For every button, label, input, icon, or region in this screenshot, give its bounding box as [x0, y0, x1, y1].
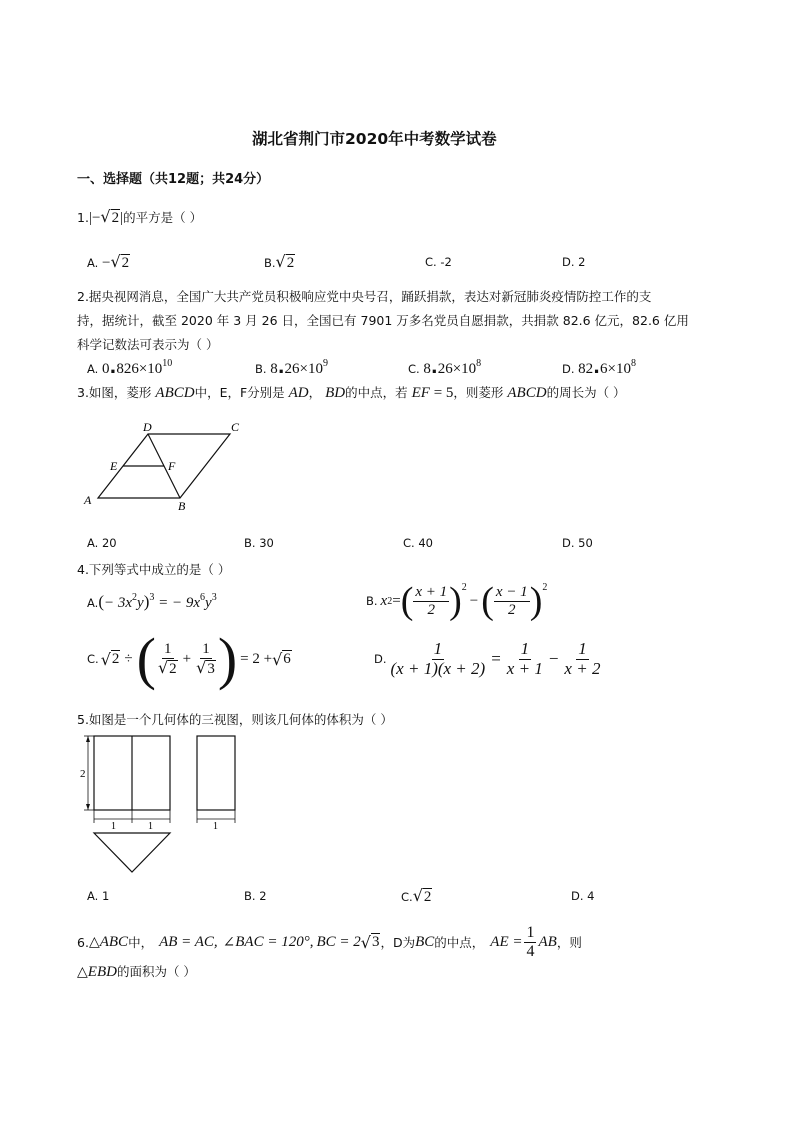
vertex-c-label: C	[231, 420, 240, 434]
option-label: C.	[401, 890, 413, 904]
q3-ad: AD	[288, 385, 309, 401]
side-view	[197, 736, 235, 810]
q4-d-minus: −	[548, 649, 559, 669]
decimal-point: .	[430, 357, 438, 378]
sqrt-icon: √	[275, 252, 286, 271]
option-label: B.	[264, 256, 276, 270]
q2-line-2: 持，据统计，截至 2020 年 3 月 26 日，全国已有 7901 万多名党员自愿捐款，共捐款 82.6 亿元，82.6 亿用	[77, 313, 689, 328]
q1-option-a[interactable]	[87, 252, 130, 272]
top-view	[94, 833, 170, 872]
triangle-icon: △	[77, 964, 88, 980]
q2-c-exp: 8	[476, 358, 482, 369]
q2-option-a[interactable]	[87, 358, 172, 378]
q6-d-text: ，D为	[380, 935, 416, 951]
q4-c-radicand: 2	[111, 651, 120, 668]
q4-c-radicand3: 6	[283, 651, 291, 668]
q6-text: 中，	[128, 935, 154, 951]
q1-a-minus: −	[101, 255, 111, 271]
width-label-1: 1	[111, 821, 116, 832]
q3-abcd-2: ABCD	[507, 385, 547, 401]
option-label: C.	[408, 362, 420, 376]
q4-c-frac1	[156, 641, 180, 677]
q3-eq: = 5	[429, 385, 454, 401]
q4-text: 4.下列等式中成立的是（ ）	[77, 562, 231, 577]
q2-a-exp: 10	[162, 358, 173, 369]
q5-option-c[interactable]	[401, 886, 432, 906]
big-paren-open: (	[400, 580, 414, 622]
paren-close: )	[143, 592, 150, 611]
q1-text: 的平方是（ ）	[123, 210, 203, 225]
q2-c-times: ×10	[452, 361, 477, 377]
q4-b-exp: 2	[387, 595, 393, 607]
option-label: A.	[87, 362, 99, 376]
q4-d-eq: =	[491, 649, 501, 669]
triangle-icon: △	[88, 934, 100, 951]
q2-option-b[interactable]	[255, 358, 328, 378]
q6-abc: ABC	[99, 933, 129, 950]
q2-c-int: 8	[423, 361, 431, 377]
option-label: B.	[366, 594, 378, 608]
sqrt-icon: √	[412, 886, 423, 905]
q3-ef: EF	[411, 385, 430, 401]
q6-line-2	[77, 962, 196, 981]
q3-text-mid1: 中，E，F分别是	[194, 385, 289, 400]
q4-b-minus: −	[469, 592, 479, 609]
q4-a-exp6: 6	[200, 592, 206, 603]
point-f-label: F	[168, 459, 176, 473]
q3-option-b[interactable]: B. 30	[244, 536, 274, 550]
q1-minus: −	[91, 210, 101, 226]
vertex-d-label: D	[143, 420, 152, 434]
option-label: B.	[255, 362, 267, 376]
sqrt-icon: √	[157, 657, 169, 677]
q2-d-exp: 8	[630, 358, 636, 369]
height-label: 2	[80, 768, 86, 780]
q4-a-exp3: 3	[149, 592, 155, 603]
option-label: A.	[87, 596, 99, 610]
q4-a-exp3b: 3	[211, 592, 217, 603]
q4-option-c[interactable]	[87, 626, 292, 691]
q2-b-exp: 9	[323, 358, 329, 369]
frac-den: 2	[427, 601, 435, 618]
q2-c-frac: 26	[437, 361, 453, 377]
q6-fraction	[524, 924, 536, 960]
q1-option-d[interactable]: D. 2	[562, 255, 586, 269]
q5-option-a[interactable]: A. 1	[87, 889, 110, 903]
sqrt-icon: √	[100, 207, 111, 226]
page-title: 湖北省荆门市2020年中考数学试卷	[252, 130, 497, 148]
vertex-a-label: A	[84, 493, 92, 507]
option-label: D.	[562, 362, 575, 376]
section-heading: 一、选择题（共12题；共24分）	[77, 172, 270, 187]
frac-den: 4	[526, 942, 535, 960]
frac-num: 1	[202, 641, 210, 657]
q4-b-frac1	[413, 584, 449, 618]
q6-mid-text: 的中点，	[434, 935, 485, 951]
q5-option-b[interactable]: B. 2	[244, 889, 267, 903]
q6-line2-text: 的面积为（ ）	[116, 964, 196, 979]
q4-c-eq: = 2 +	[240, 650, 273, 667]
big-paren-close: )	[529, 580, 543, 622]
q4-option-d[interactable]	[374, 640, 602, 678]
frac-num: 1	[578, 639, 587, 658]
q6-cond3: BC = 2	[316, 933, 361, 950]
q6-bc: BC	[415, 933, 435, 950]
rhombus-figure	[80, 418, 255, 516]
q5-c-radicand: 2	[423, 889, 432, 905]
width-label-2: 1	[148, 821, 153, 832]
decimal-point: .	[593, 357, 601, 378]
q3-option-c[interactable]: C. 40	[403, 536, 433, 550]
q3-option-d[interactable]: D. 50	[562, 536, 593, 550]
q2-option-d[interactable]	[562, 358, 636, 378]
q2-b-times: ×10	[299, 361, 324, 377]
sqrt-icon: √	[360, 932, 371, 952]
option-label: C.	[87, 652, 99, 666]
frac-num: 1	[526, 924, 535, 941]
q3-text-post: 的周长为（ ）	[546, 385, 626, 400]
q3-text-mid3: ，则菱形	[453, 385, 508, 400]
q1-abs-open: |	[88, 210, 92, 226]
q1-abs-close: |	[120, 210, 124, 226]
q2-d-frac: 6	[600, 361, 608, 377]
q3-text-pre: 3.如图，菱形	[77, 385, 156, 400]
big-paren-open: (	[136, 626, 156, 691]
angle-icon: ∠	[222, 934, 236, 951]
q3-sep: ，	[308, 385, 326, 400]
q4-c-plus: +	[182, 650, 192, 667]
q2-d-times: ×10	[607, 361, 631, 377]
q4-d-frac2	[505, 640, 545, 678]
q3-text-mid2: 的中点，若	[345, 385, 412, 400]
point-e-label: E	[110, 459, 118, 473]
q6-text-end: ，则	[556, 935, 582, 951]
q2-b-frac: 26	[284, 361, 300, 377]
arrow-up-icon	[86, 736, 90, 742]
q4-a-y2: y	[205, 595, 212, 611]
q6-ebd: EBD	[87, 964, 117, 980]
q4-b-sq1: 2	[461, 582, 467, 593]
question-3	[77, 383, 626, 402]
big-paren-open: (	[481, 580, 494, 622]
width-label-3: 1	[213, 821, 218, 832]
q4-b-frac2	[494, 584, 530, 618]
big-paren-close: )	[217, 626, 238, 691]
q6-radicand: 3	[371, 934, 380, 951]
q6-ae: AE =	[490, 933, 523, 950]
q4-d-frac3	[562, 640, 602, 678]
q4-b-x: x	[380, 592, 388, 609]
q5-option-d[interactable]: D. 4	[571, 889, 595, 903]
question-1	[77, 207, 202, 227]
q2-d-int: 82	[578, 361, 594, 377]
sqrt-icon: √	[110, 252, 121, 271]
frac-num: 1	[164, 641, 172, 657]
q4-a-y: y	[137, 595, 144, 611]
frac-num: x − 1	[495, 584, 528, 600]
q4-option-a[interactable]	[87, 592, 217, 612]
q2-a-frac: 826	[116, 361, 139, 377]
q6-number: 6.	[77, 934, 89, 950]
q3-bd: BD	[325, 385, 346, 401]
q3-abcd: ABCD	[155, 385, 195, 401]
q5-text: 5.如图是一个几何体的三视图，则该几何体的体积为（ ）	[77, 712, 393, 727]
sqrt-icon: √	[100, 649, 111, 669]
frac-den: 2	[508, 601, 516, 618]
question-6	[77, 924, 582, 960]
q2-b-int: 8	[270, 361, 278, 377]
q4-a-rhs: = − 9x	[154, 595, 201, 611]
q4-a-term: − 3x	[104, 595, 133, 611]
q2-option-c[interactable]	[408, 358, 481, 378]
paren-open: (	[98, 592, 104, 611]
frac-num: x + 1	[415, 584, 448, 600]
q6-comma: ,	[309, 933, 314, 950]
q2-a-int: 0	[101, 361, 110, 377]
big-paren-close: )	[449, 580, 462, 622]
q4-c-frac2	[194, 641, 218, 677]
q1-number: 1.	[77, 210, 89, 225]
arrow-down-icon	[86, 804, 90, 810]
q6-ab: AB	[538, 933, 557, 950]
option-label: A.	[87, 256, 99, 270]
frac-num: 1	[520, 639, 530, 658]
decimal-point: .	[277, 357, 285, 378]
q4-c-div: ÷	[124, 650, 133, 667]
decimal-point: .	[109, 357, 117, 378]
frac-den: x + 2	[564, 658, 601, 678]
q1-a-radicand: 2	[121, 255, 130, 271]
q2-a-times: ×10	[138, 361, 163, 377]
q4-a-exp1: 2	[132, 592, 138, 603]
q4-d-frac1	[389, 640, 488, 678]
frac-den: 3	[207, 660, 215, 677]
frac-den: 2	[169, 660, 177, 677]
frac-den: x + 1	[506, 658, 543, 678]
q1-radicand: 2	[111, 210, 120, 226]
q6-cond1: AB = AC,	[159, 933, 218, 950]
q2-line-3: 科学记数法可表示为（ ）	[77, 337, 219, 352]
q6-cond2: BAC = 120°	[235, 933, 310, 950]
sqrt-icon: √	[272, 649, 283, 669]
q2-line-1: 2.据央视网消息，全国广大共产党员积极响应党中央号召，踊跃捐款，表达对新冠肺炎疫情防控工作的支	[77, 289, 652, 304]
q4-b-sq2: 2	[542, 582, 548, 593]
vertex-b-label: B	[178, 499, 186, 513]
q1-option-c[interactable]: C. -2	[425, 255, 452, 269]
sqrt-icon: √	[196, 657, 207, 677]
option-label: D.	[374, 652, 387, 667]
three-views-figure	[78, 733, 248, 875]
q4-option-b[interactable]	[366, 582, 547, 620]
frac-den: (x + 1)(x + 2)	[390, 658, 486, 678]
q1-b-radicand: 2	[286, 255, 295, 271]
q3-option-a[interactable]: A. 20	[87, 536, 117, 550]
q1-option-b[interactable]	[264, 252, 295, 272]
frac-num: 1	[433, 639, 443, 658]
q4-b-eq: =	[392, 592, 401, 609]
